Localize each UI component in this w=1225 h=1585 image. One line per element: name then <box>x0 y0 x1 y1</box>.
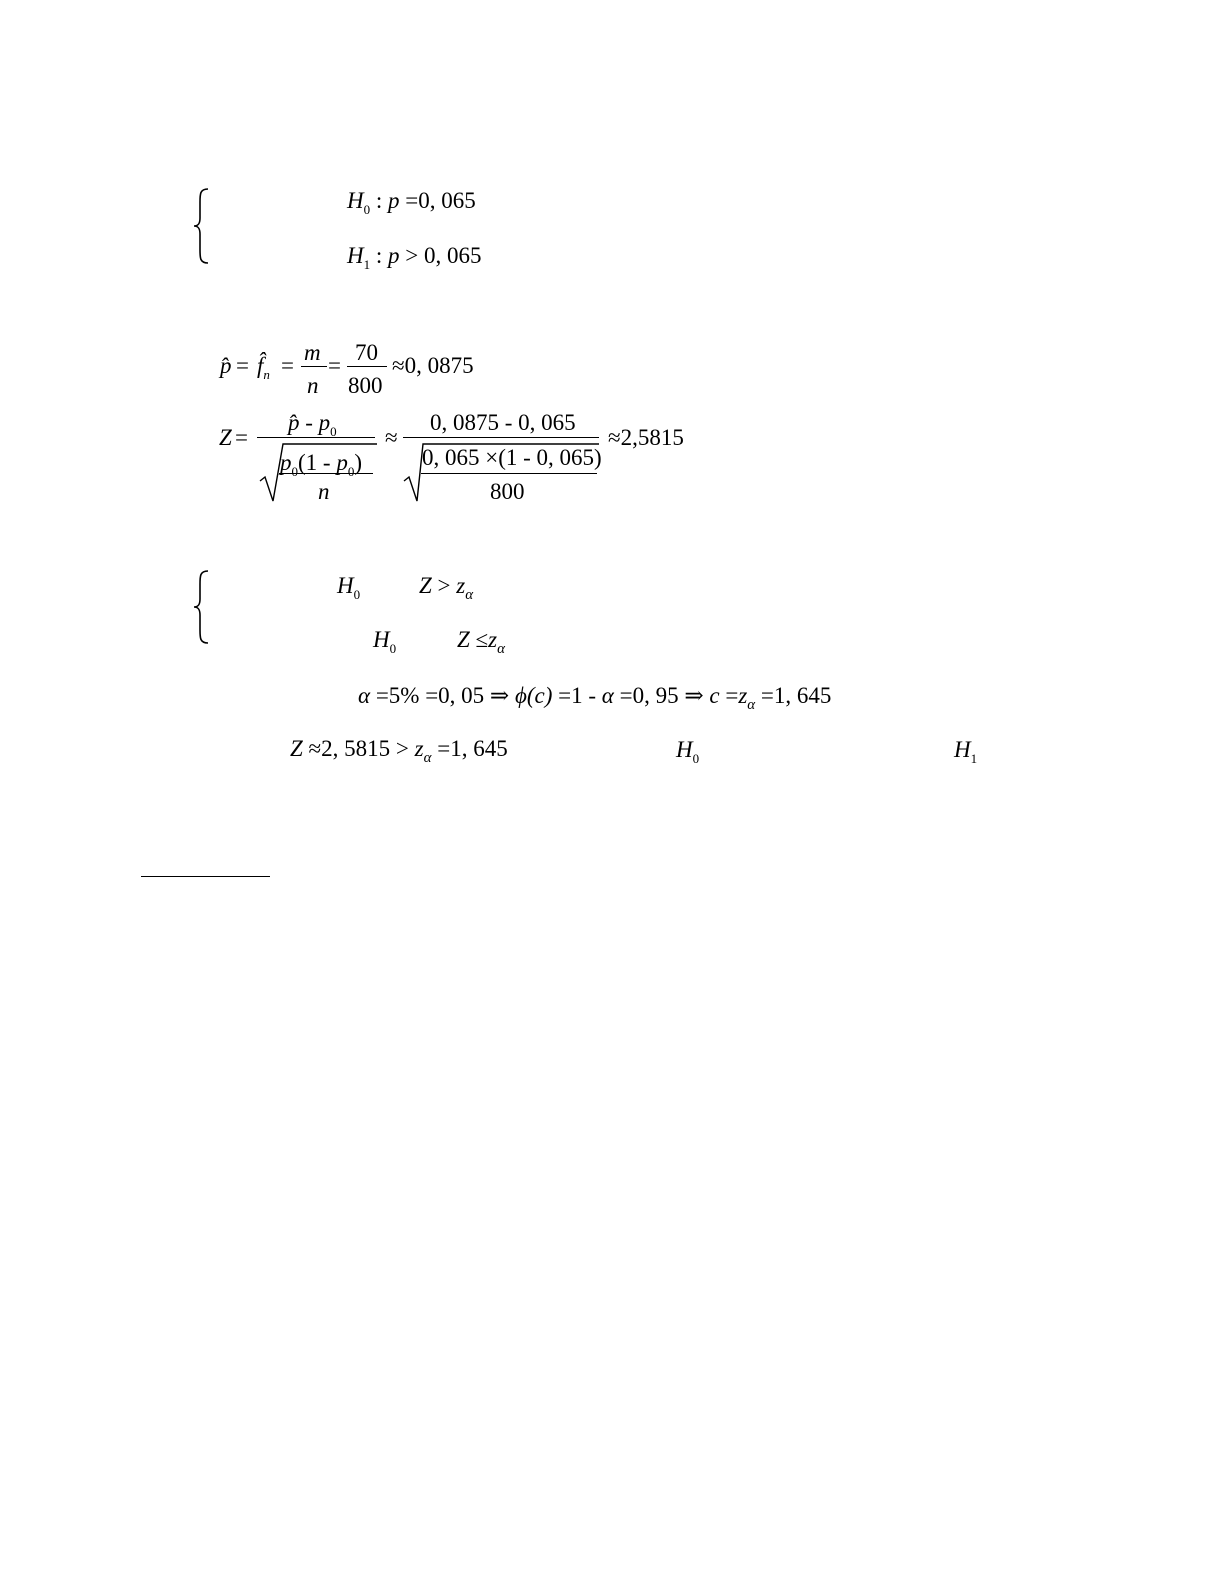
decision-brace <box>192 570 214 644</box>
eq-sign: = <box>235 425 248 450</box>
hypothesis-h0: $H_0$ : p =0, 065 <box>347 188 476 217</box>
h0-symbol: $H_0$ <box>373 627 397 656</box>
frac-den-800: 800 <box>348 373 383 398</box>
approx-sign: ≈ <box>385 425 398 450</box>
eq-sign: = <box>236 353 249 378</box>
hypothesis-h1: $H_1$ : p > 0, 065 <box>347 243 482 272</box>
fraction-bar <box>279 473 373 474</box>
fraction-bar <box>421 473 597 474</box>
reject-condition: $Z > z_\alpha$ <box>419 573 474 603</box>
fraction-bar <box>347 366 387 367</box>
stat-numerator-value: 0, 0875 - 0, 065 <box>430 410 576 435</box>
accept-condition: $Z \le z_\alpha$ <box>457 627 505 657</box>
stat-denominator-value-top: 0, 065 ×(1 - 0, 065) <box>422 445 602 470</box>
fraction-bar <box>257 437 375 438</box>
conclusion-inequality: Z ≈2, $5815 > z_\alpha =1$, 645 <box>290 736 508 766</box>
frac-den-n: n <box>307 373 319 398</box>
fraction-bar <box>301 366 327 367</box>
stat-denominator-value-bottom: 800 <box>490 479 525 504</box>
conclusion-h0: $H_0$ <box>676 737 700 766</box>
conclusion-h1: $H_1$ <box>954 737 978 766</box>
fraction-bar <box>403 437 599 438</box>
h0-symbol: $H_0$ <box>337 573 361 602</box>
frac-num-70: 70 <box>355 340 378 365</box>
hypotheses-brace <box>192 188 214 264</box>
phat-symbol: p̂ <box>220 353 232 378</box>
approx-result: ≈0, 0875 <box>392 353 474 378</box>
stat-numerator: p̂ - $p_0$ <box>288 410 337 439</box>
frac-num-m: m <box>304 340 321 365</box>
eq-sign: = <box>328 353 341 378</box>
z-symbol: Z <box>219 425 232 450</box>
stat-denominator-n: n <box>318 479 330 504</box>
fhat-symbol: $f̂_n$ <box>257 353 270 382</box>
stat-denominator-top: $p_0(1 - p_0)$ <box>280 450 362 479</box>
critical-value-formula: α =5% =0, 05 ⇒ ϕ(c) =1 - α =0, 95 ⇒ $c =z_\alpha =1$, 645 <box>358 683 832 713</box>
footnote-separator <box>141 876 270 877</box>
eq-sign: = <box>281 353 294 378</box>
stat-result: ≈2,5815 <box>608 425 684 450</box>
